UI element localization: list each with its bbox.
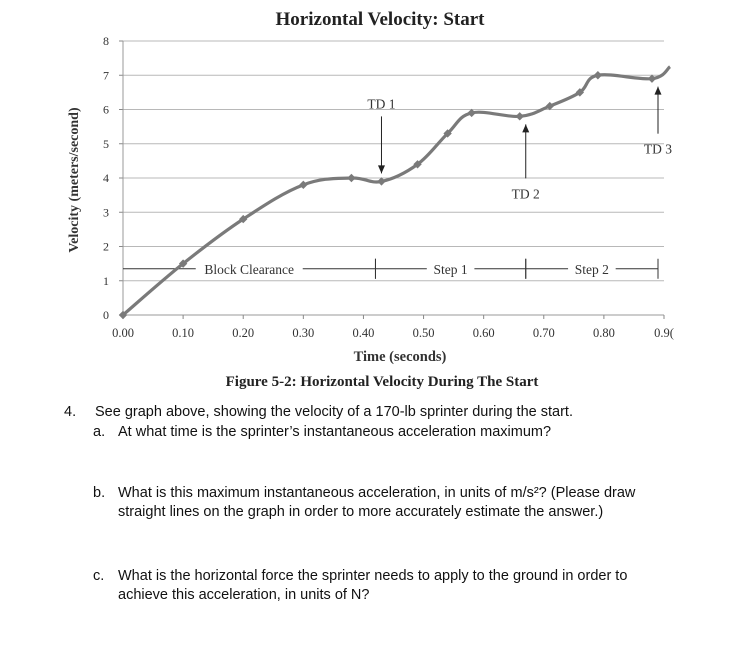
series-line-0 (123, 67, 673, 315)
data-point (594, 71, 602, 79)
x-tick-label: 0.40 (352, 326, 375, 340)
y-tick-label: 2 (103, 239, 109, 254)
x-tick-label: 0.10 (172, 326, 195, 340)
y-tick-label: 0 (103, 308, 109, 322)
x-tick-label: 0.60 (472, 326, 495, 340)
y-tick-label: 5 (103, 136, 109, 151)
chart-grid (123, 41, 664, 281)
y-tick-label: 4 (103, 171, 109, 185)
part-b-letter: b. (93, 485, 106, 501)
data-point (299, 181, 307, 189)
x-tick-label: 0.00 (112, 326, 134, 340)
phase-markers (123, 259, 658, 279)
question-intro: See graph above, showing the velocity of a 170-lb sprinter during the start. (95, 404, 573, 420)
annotation-label-3: TD 3 (643, 141, 673, 157)
part-b-text-line2: straight lines on the graph in order to more accurately estimate the answer.) (118, 504, 604, 520)
x-tick-label: 0.50 (412, 326, 435, 340)
part-a-letter: a. (93, 424, 106, 440)
phase-label-3: Step 2 (574, 261, 609, 277)
x-tick-label: 0.70 (532, 326, 555, 340)
phase-label-1: Block Clearance (204, 261, 295, 277)
x-tick-label: 0.20 (232, 326, 255, 340)
figure-caption: Figure 5-2: Horizontal Velocity During The Start (225, 374, 539, 390)
part-a-text: At what time is the sprinter’s instantaneous acceleration maximum? (118, 424, 552, 440)
x-tick-label: 0.30 (292, 326, 315, 340)
y-tick-label: 7 (103, 68, 109, 83)
data-point (516, 112, 524, 120)
y-tick-label: 3 (103, 205, 109, 220)
data-point (347, 174, 355, 182)
part-b-text: What is this maximum instantaneous acceleration, in units of m/s²? (Please draw (118, 485, 636, 501)
annotation-label-1: TD 1 (367, 96, 396, 112)
part-c-text: What is the horizontal force the sprinter needs to apply to the ground in order to (118, 568, 628, 584)
annotation-arrowhead (654, 87, 661, 95)
x-tick-label: 0.80 (592, 326, 615, 340)
y-axis-label: Velocity (meters/second) (67, 107, 82, 253)
x-tick-label: 0.9( (654, 326, 674, 340)
part-c-text-line2: achieve this acceleration, in units of N? (118, 587, 370, 603)
part-c-letter: c. (93, 568, 105, 584)
x-axis-label: Time (seconds) (353, 349, 447, 365)
chart-title: Horizontal Velocity: Start (275, 9, 485, 30)
annotation-label-2: TD 2 (511, 186, 540, 202)
y-tick-label: 6 (103, 102, 109, 117)
annotation-arrowhead (522, 124, 529, 132)
phase-label-2: Step 1 (433, 261, 468, 277)
annotation-arrowhead (378, 165, 385, 173)
y-tick-label: 8 (103, 34, 109, 48)
y-tick-label: 1 (103, 273, 109, 288)
question-number: 4. (64, 404, 77, 420)
